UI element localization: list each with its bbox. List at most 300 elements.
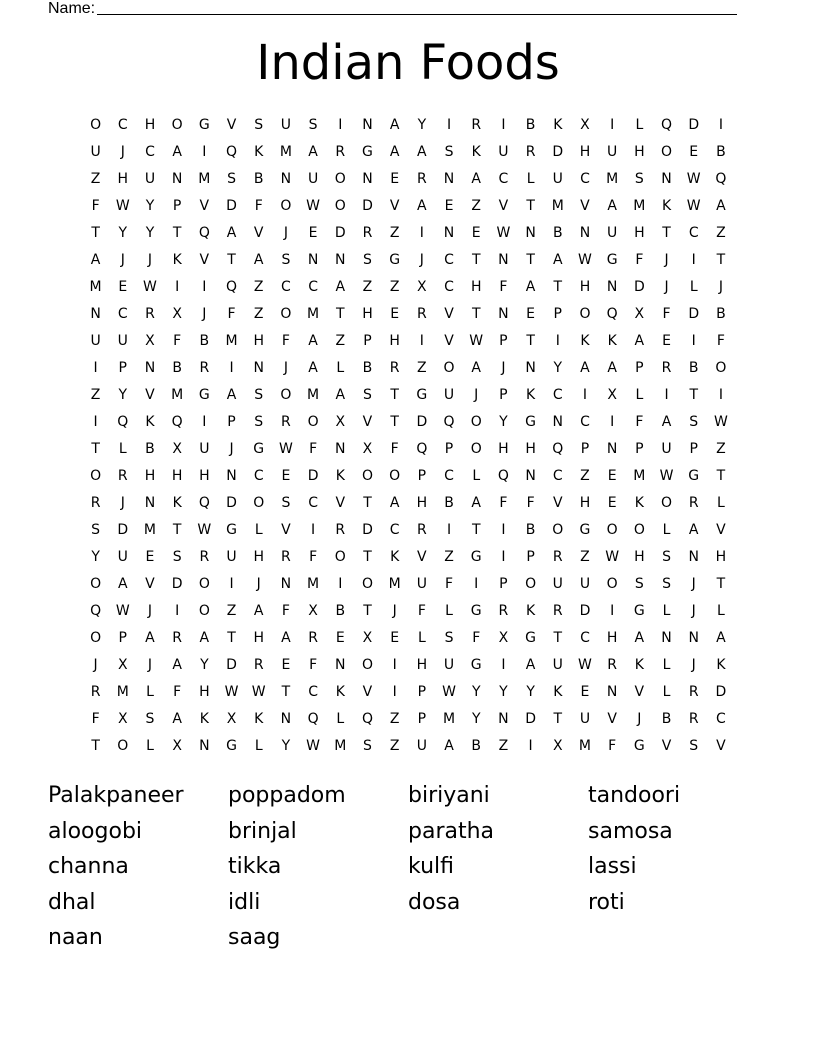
grid-letter: O (361, 657, 373, 673)
grid-letter: G (470, 603, 482, 619)
grid-letter: R (688, 711, 699, 727)
grid-letter: I (582, 387, 588, 403)
grid-letter: V (389, 198, 400, 214)
grid-letter: Y (200, 657, 209, 673)
grid-letter: D (525, 711, 536, 727)
grid-letter: R (416, 171, 427, 187)
grid-letter: T (281, 684, 291, 700)
grid-letter: E (607, 495, 617, 511)
grid-letter: T (363, 603, 372, 619)
grid-letter: A (634, 333, 645, 349)
grid-letter: A (172, 711, 182, 727)
grid-letter: M (116, 684, 129, 700)
grid-letter: T (91, 225, 100, 241)
grid-letter: V (199, 198, 210, 214)
grid-letter: S (634, 171, 644, 187)
grid-letter: L (254, 738, 263, 754)
grid-letter: G (198, 387, 210, 403)
grid-letter: V (444, 306, 454, 322)
grid-letter: C (552, 387, 563, 403)
grid-row (82, 166, 736, 193)
grid-letter: U (552, 576, 563, 592)
grid-letter: O (280, 198, 292, 214)
grid-letter: K (580, 333, 590, 349)
grid-letter: S (662, 576, 671, 592)
grid-letter: E (281, 657, 291, 673)
grid-letter: N (335, 441, 346, 457)
grid-letter: V (552, 495, 563, 511)
grid-letter: U (579, 711, 591, 727)
grid-letter: D (117, 522, 129, 538)
grid-letter: C (580, 171, 590, 187)
grid-letter: N (280, 171, 292, 187)
grid-letter: J (664, 279, 669, 295)
grid-letter: O (334, 198, 346, 214)
name-underline (97, 0, 737, 15)
grid-letter: T (227, 252, 236, 268)
grid-letter: T (716, 252, 726, 268)
grid-letter: M (388, 576, 401, 592)
grid-letter: B (362, 360, 373, 376)
word-list-item: biriyani (408, 783, 490, 809)
grid-letter: R (90, 684, 101, 700)
grid-letter: S (254, 414, 264, 430)
grid-letter: H (470, 279, 482, 295)
grid-letter: F (309, 549, 318, 565)
grid-letter: Z (580, 468, 590, 484)
grid-letter: Q (361, 711, 373, 727)
grid-letter: B (253, 171, 264, 187)
grid-letter: N (498, 252, 509, 268)
grid-letter: N (171, 171, 183, 187)
grid-letter: K (634, 657, 644, 673)
grid-letter: L (336, 360, 345, 376)
grid-letter: N (525, 225, 536, 241)
grid-letter: C (117, 117, 128, 133)
grid-letter: I (446, 522, 452, 538)
grid-letter: S (172, 549, 182, 565)
grid-letter: I (338, 576, 343, 592)
grid-letter: N (335, 252, 346, 268)
grid-letter: T (471, 522, 481, 538)
grid-letter: Y (526, 684, 535, 700)
grid-letter: G (688, 468, 700, 484)
grid-letter: L (417, 630, 426, 646)
grid-letter: J (256, 576, 261, 592)
word-list-item: kulfi (408, 854, 454, 880)
grid-letter: O (90, 468, 102, 484)
grid-letter: H (389, 333, 400, 349)
grid-letter: Z (90, 171, 101, 187)
grid-letter: B (172, 360, 182, 376)
grid-letter: L (635, 117, 644, 133)
grid-letter: P (227, 414, 236, 430)
grid-letter: J (718, 279, 723, 295)
grid-letter: W (278, 441, 293, 457)
grid-letter: O (171, 117, 183, 133)
grid-letter: A (688, 522, 699, 538)
grid-letter: U (307, 171, 319, 187)
grid-letter: H (199, 684, 210, 700)
grid-letter: D (307, 468, 319, 484)
grid-letter: E (118, 279, 128, 295)
grid-letter: I (501, 522, 506, 538)
grid-letter: F (281, 333, 290, 349)
grid-letter: X (417, 279, 427, 295)
grid-letter: A (444, 738, 454, 754)
grid-letter: A (335, 279, 346, 295)
grid-row (82, 382, 736, 409)
grid-letter: E (526, 306, 536, 322)
grid-letter: F (91, 198, 100, 214)
grid-letter: Q (552, 441, 564, 457)
grid-row (82, 409, 736, 436)
grid-row (82, 544, 736, 571)
grid-letter: Q (443, 414, 455, 430)
grid-letter: B (525, 522, 536, 538)
grid-letter: T (390, 387, 399, 403)
grid-letter: F (417, 603, 426, 619)
grid-letter: Y (499, 414, 508, 430)
grid-letter: X (498, 630, 509, 646)
grid-letter: D (633, 279, 645, 295)
grid-letter: V (335, 495, 346, 511)
grid-letter: O (117, 738, 129, 754)
grid-letter: N (253, 360, 264, 376)
grid-letter: R (281, 414, 291, 430)
grid-letter: A (417, 144, 427, 160)
grid-letter: K (254, 711, 264, 727)
grid-letter: C (253, 468, 264, 484)
grid-letter: O (470, 414, 482, 430)
grid-letter: H (579, 495, 591, 511)
grid-letter: O (280, 306, 292, 322)
grid-letter: J (147, 657, 153, 673)
grid-letter: V (145, 576, 155, 592)
grid-letter: A (634, 630, 645, 646)
grid-letter: I (175, 279, 180, 295)
grid-letter: E (580, 684, 590, 700)
grid-letter: M (198, 171, 211, 187)
grid-letter: E (607, 468, 617, 484)
grid-letter: X (308, 603, 318, 619)
grid-letter: A (552, 252, 563, 268)
grid-letter: B (716, 144, 726, 160)
grid-letter: P (417, 468, 427, 484)
grid-letter: V (716, 738, 726, 754)
grid-row (82, 598, 736, 625)
word-list-item: Palakpaneer (48, 783, 184, 809)
grid-letter: H (253, 333, 264, 349)
grid-letter: O (361, 576, 373, 592)
grid-letter: H (362, 306, 373, 322)
grid-letter: P (499, 333, 508, 349)
grid-letter: C (117, 306, 128, 322)
grid-letter: D (334, 225, 346, 241)
grid-letter: D (688, 117, 700, 133)
grid-letter: U (552, 171, 563, 187)
grid-letter: L (662, 603, 671, 619)
grid-letter: B (145, 441, 155, 457)
grid-letter: X (362, 441, 373, 457)
grid-letter: H (253, 549, 264, 565)
grid-letter: H (634, 144, 645, 160)
grid-letter: R (362, 225, 373, 241)
grid-letter: Z (226, 603, 237, 619)
grid-letter: Z (417, 360, 427, 376)
grid-letter: L (662, 684, 671, 700)
grid-letter: Z (716, 225, 726, 241)
grid-row (82, 328, 736, 355)
grid-letter: O (198, 603, 210, 619)
grid-letter: O (470, 441, 482, 457)
grid-letter: S (227, 171, 236, 187)
grid-letter: G (253, 441, 265, 457)
grid-letter: W (578, 252, 592, 268)
grid-letter: H (144, 468, 156, 484)
grid-row (82, 517, 736, 544)
grid-letter: V (498, 198, 509, 214)
grid-letter: A (226, 387, 237, 403)
grid-letter: J (202, 306, 207, 322)
grid-letter: K (471, 144, 481, 160)
grid-letter: O (90, 576, 102, 592)
grid-row (82, 463, 736, 490)
grid-letter: V (281, 522, 291, 538)
grid-letter: J (147, 252, 153, 268)
grid-letter: J (637, 711, 642, 727)
grid-letter: A (525, 279, 536, 295)
grid-letter: R (308, 630, 318, 646)
grid-letter: J (120, 495, 125, 511)
grid-letter: T (716, 468, 726, 484)
grid-letter: X (362, 630, 373, 646)
grid-letter: A (471, 360, 481, 376)
grid-letter: S (689, 414, 699, 430)
grid-letter: M (307, 387, 320, 403)
grid-letter: B (661, 711, 672, 727)
grid-letter: M (279, 144, 292, 160)
grid-row (82, 193, 736, 220)
grid-letter: A (199, 630, 210, 646)
grid-letter: X (335, 414, 346, 430)
grid-letter: R (389, 360, 400, 376)
grid-letter: L (662, 657, 671, 673)
grid-letter: F (309, 657, 318, 673)
grid-letter: H (579, 144, 591, 160)
grid-letter: N (307, 252, 319, 268)
grid-row (82, 652, 736, 679)
grid-letter: I (691, 333, 696, 349)
grid-letter: P (172, 198, 182, 214)
grid-letter: W (143, 279, 157, 295)
grid-letter: K (199, 711, 209, 727)
grid-letter: A (308, 333, 318, 349)
grid-letter: X (172, 306, 182, 322)
grid-letter: T (363, 495, 372, 511)
grid-letter: J (229, 441, 234, 457)
grid-letter: Z (444, 549, 454, 565)
grid-letter: A (389, 144, 400, 160)
grid-letter: C (580, 414, 590, 430)
grid-letter: M (307, 576, 320, 592)
grid-letter: R (335, 522, 346, 538)
grid-letter: J (501, 360, 506, 376)
grid-letter: O (253, 495, 265, 511)
grid-row (82, 112, 736, 139)
grid-letter: E (335, 630, 345, 646)
grid-letter: R (688, 495, 699, 511)
grid-letter: K (553, 684, 563, 700)
grid-letter: F (472, 630, 481, 646)
grid-letter: X (580, 117, 590, 133)
grid-letter: J (419, 252, 424, 268)
grid-letter: I (93, 414, 98, 430)
grid-letter: S (444, 630, 454, 646)
grid-letter: M (171, 387, 184, 403)
grid-letter: B (552, 225, 563, 241)
grid-letter: Y (118, 387, 128, 403)
grid-letter: R (471, 117, 482, 133)
grid-letter: A (389, 495, 400, 511)
grid-letter: Q (90, 603, 102, 619)
grid-letter: N (525, 360, 536, 376)
grid-letter: B (471, 738, 482, 754)
grid-letter: Q (606, 306, 618, 322)
grid-letter: M (578, 738, 592, 754)
grid-letter: G (633, 603, 645, 619)
grid-letter: V (253, 225, 264, 241)
grid-letter: P (417, 684, 427, 700)
grid-letter: O (198, 576, 210, 592)
grid-letter: T (336, 306, 345, 322)
grid-letter: T (553, 630, 563, 646)
grid-letter: R (552, 549, 563, 565)
grid-letter: J (93, 657, 98, 673)
grid-letter: U (607, 144, 618, 160)
grid-letter: O (715, 360, 727, 376)
grid-letter: Y (145, 198, 155, 214)
grid-letter: N (606, 279, 618, 295)
grid-letter: Z (471, 198, 482, 214)
grid-letter: R (607, 657, 618, 673)
grid-letter: N (661, 171, 672, 187)
grid-letter: J (691, 603, 696, 619)
grid-letter: N (280, 711, 292, 727)
grid-letter: Q (117, 414, 129, 430)
grid-letter: F (254, 198, 263, 214)
grid-letter: N (579, 225, 591, 241)
grid-letter: Z (362, 279, 373, 295)
grid-letter: Y (499, 684, 508, 700)
grid-letter: C (552, 468, 563, 484)
grid-letter: N (498, 306, 509, 322)
grid-letter: L (254, 522, 263, 538)
grid-letter: K (254, 144, 264, 160)
grid-letter: I (392, 684, 397, 700)
grid-letter: Z (335, 333, 346, 349)
grid-row (82, 274, 736, 301)
grid-letter: E (308, 225, 318, 241)
grid-letter: H (498, 441, 509, 457)
word-list-item: samosa (588, 818, 673, 844)
grid-letter: M (606, 171, 619, 187)
grid-letter: T (471, 306, 481, 322)
grid-letter: L (445, 603, 453, 619)
grid-letter: K (716, 657, 726, 673)
grid-letter: N (144, 360, 156, 376)
grid-letter: O (606, 522, 618, 538)
grid-letter: F (526, 495, 535, 511)
grid-letter: K (634, 495, 644, 511)
grid-letter: V (607, 711, 617, 727)
grid-letter: N (606, 684, 618, 700)
grid-letter: W (605, 549, 620, 565)
name-field (48, 0, 748, 18)
grid-letter: F (716, 333, 725, 349)
grid-letter: V (634, 684, 645, 700)
grid-letter: O (389, 468, 401, 484)
grid-letter: C (308, 279, 318, 295)
grid-letter: W (442, 684, 456, 700)
grid-letter: M (633, 468, 646, 484)
grid-letter: U (117, 549, 128, 565)
grid-letter: J (474, 387, 479, 403)
grid-letter: E (390, 630, 400, 646)
grid-letter: U (226, 549, 237, 565)
grid-letter: A (716, 630, 726, 646)
grid-letter: X (607, 387, 617, 403)
grid-letter: Z (716, 441, 726, 457)
grid-letter: U (552, 657, 563, 673)
grid-letter: X (172, 738, 182, 754)
grid-letter: J (120, 144, 125, 160)
grid-letter: R (90, 495, 101, 511)
grid-letter: O (633, 522, 645, 538)
grid-letter: N (606, 441, 618, 457)
grid-letter: N (498, 711, 509, 727)
word-list-item: lassi (588, 854, 637, 880)
grid-letter: K (661, 198, 672, 214)
grid-letter: F (499, 279, 508, 295)
grid-letter: Z (580, 549, 590, 565)
grid-letter: L (717, 603, 725, 619)
grid-letter: P (499, 387, 508, 403)
grid-letter: W (578, 657, 592, 673)
word-list-item: tikka (228, 854, 282, 880)
grid-letter: E (471, 225, 481, 241)
grid-letter: Q (416, 441, 428, 457)
grid-letter: L (146, 738, 154, 754)
grid-letter: D (688, 306, 700, 322)
grid-letter: W (686, 171, 701, 187)
grid-letter: L (689, 279, 698, 295)
grid-letter: C (444, 279, 454, 295)
grid-letter: P (526, 549, 535, 565)
grid-letter: H (253, 630, 264, 646)
grid-letter: A (417, 198, 427, 214)
grid-letter: U (416, 738, 427, 754)
grid-letter: N (144, 495, 156, 511)
grid-letter: F (635, 252, 644, 268)
grid-letter: B (335, 603, 346, 619)
grid-letter: Z (389, 738, 400, 754)
grid-letter: S (91, 522, 101, 538)
grid-letter: M (307, 306, 320, 322)
grid-row (82, 571, 736, 598)
grid-letter: K (553, 117, 563, 133)
grid-letter: O (280, 387, 292, 403)
